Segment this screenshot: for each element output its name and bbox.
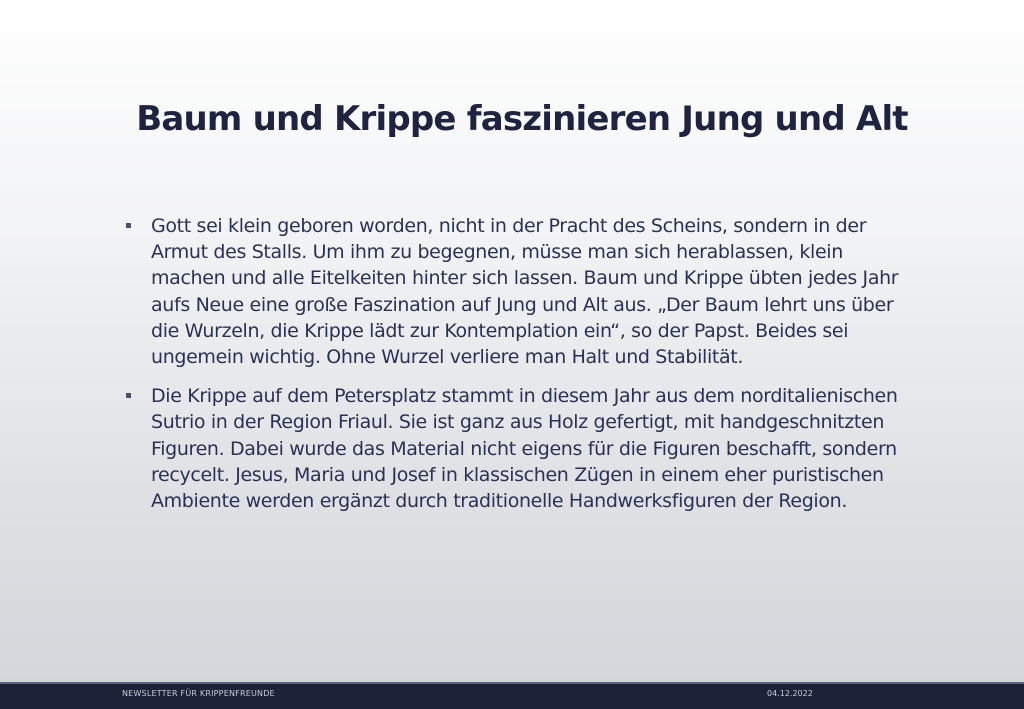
bullet-text: Gott sei klein geboren worden, nicht in der Pracht des Scheins, sondern in der Armut des Stalls. Um ihm zu begegnen, müsse man sich herablassen, klein machen und alle Eitelkeiten hinter sich lassen. Baum und Krippe übten jedes Jahr aufs Neue eine große Faszination auf Jung und Alt aus. „Der Baum lehrt uns über die Wurzeln, die Krippe lädt zur Kontemplation ein“, so der Papst. Beides sei ungemein wichtig. Ohne Wurzel verliere man Halt und Stabilität.	[151, 215, 899, 369]
bullet-item	[126, 213, 906, 370]
slide-title: Baum und Krippe faszinieren Jung und Alt	[136, 99, 908, 139]
footer-date: 04.12.2022	[767, 689, 813, 698]
footer-newsletter-label: NEWSLETTER FÜR KRIPPENFREUNDE	[122, 689, 275, 698]
bullet-item	[126, 383, 906, 514]
square-bullet-icon	[126, 393, 131, 398]
bullet-list	[126, 213, 906, 514]
bullet-text: Die Krippe auf dem Petersplatz stammt in diesem Jahr aus dem norditalienischen Sutrio in der Region Friaul. Sie ist ganz aus Holz gefertigt, mit handgeschnitzten Figuren. Dabei wurde das Material nicht eigens für die Figuren beschafft, sondern recycelt. Jesus, Maria und Josef in klassischen Zügen in einem eher puristischen Ambiente werden ergänzt durch traditionelle Handwerksfiguren der Region.	[151, 385, 898, 513]
square-bullet-icon	[126, 223, 131, 228]
footer-bar	[0, 684, 1024, 709]
